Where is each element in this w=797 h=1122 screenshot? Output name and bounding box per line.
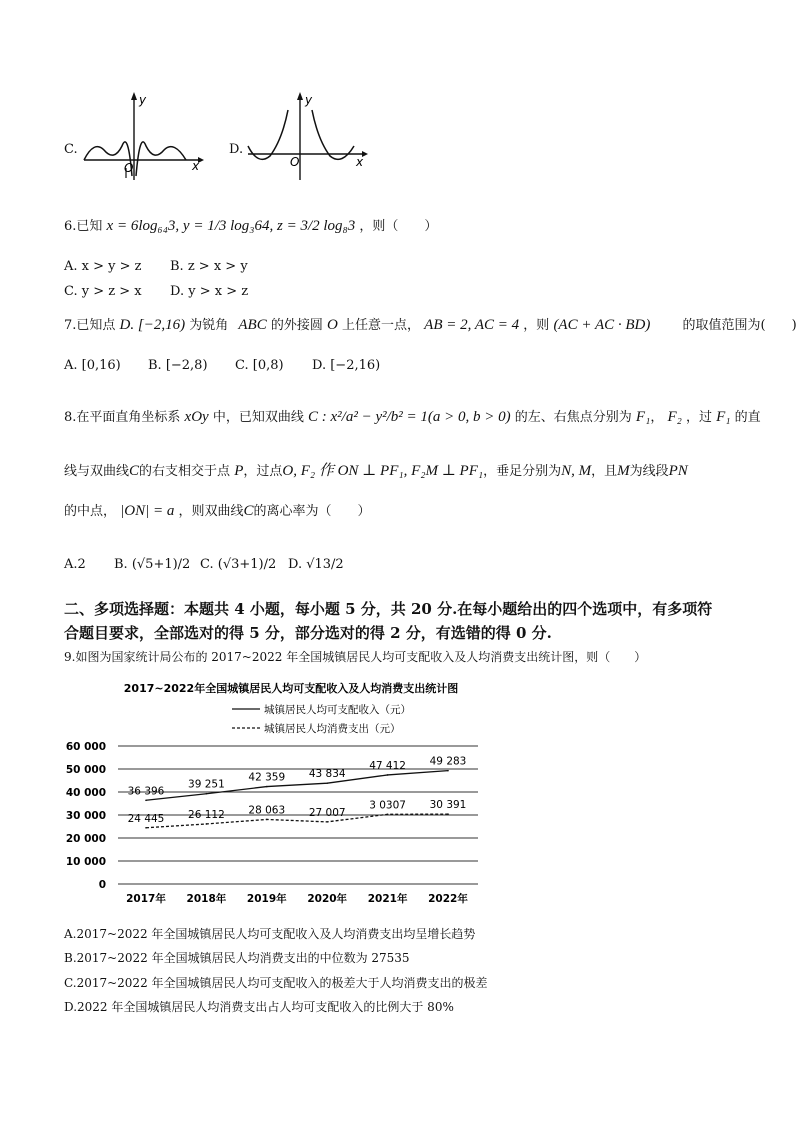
q7-text6: 的取值范围为( ) [682,318,797,333]
x-axis-label: x [192,159,200,173]
q8-line2-b: 的右支相交于点 [139,464,231,479]
q9-stem: 9.如图为国家统计局公布的 2017~2022 年全国城镇居民人均可支配收入及人均消费支出统计图，则（ ） [64,650,647,664]
point-income [387,774,389,776]
q8-line2-a: 线与双曲线 [64,464,130,479]
q9-option-a: A.2017~2022 年全国城镇居民人均可支配收入及人均消费支出均呈增长趋势 [64,927,476,941]
q7-option-c: C. [0,8) [235,358,284,373]
point-spending [387,813,389,815]
q7-point-d: D. [−2,16) [119,317,186,333]
q6-prefix: 6.已知 [64,219,103,234]
point-spending [447,813,449,815]
q8-line2-d: ，垂足分别为 [483,464,562,479]
q8-f2: F₂ [667,409,682,425]
data-label: 3 0307 [369,799,406,812]
q8-on: |ON| = a [120,503,175,519]
x-tick-label: 2020年 [307,893,348,905]
x-axis-label: x [356,155,364,169]
option-c-label: C. [64,142,78,157]
q6-expr: x = 6log₆₄3, y = 1/3 log₃64, z = 3/2 log₈3 [106,218,356,234]
q6-option-a: A. x > y > z [64,259,142,274]
q8-line3-a: 的中点， [64,504,117,519]
q8-line1-d: ，过 [685,410,712,425]
q8-line1-b: 中，已知双曲线 [212,410,304,425]
x-tick-label: 2022年 [428,893,468,905]
origin-label: O [124,161,134,175]
q8-xoy: xOy [184,409,209,425]
data-label: 42 359 [248,771,286,784]
point-spending [326,821,328,823]
data-label: 47 412 [369,759,406,772]
q7-circle-o: O [327,317,338,333]
q7-option-b: B. [−2,8) [148,358,208,373]
point-spending [206,823,208,825]
legend-label-spending: 城镇居民人均消费支出（元） [264,723,401,735]
q7-condition: AB = 2, AC = 4 [424,317,520,333]
q8-line2-e: ，且 [591,464,618,479]
y-tick-label: 30 000 [65,810,106,822]
y-tick-label: 20 000 [65,833,106,845]
legend-label-income: 城镇居民人均可支配收入（元） [264,704,411,716]
q9-chart-svg [65,676,500,912]
x-tick-label: 2021年 [367,893,408,905]
q8-pn: PN [668,463,688,479]
q8-line2-c: ，过点 [243,464,283,479]
point-spending [266,819,268,821]
q8-line2-f: 为线段 [629,464,669,479]
q7-text5: ，则 [523,318,550,333]
q8-line2: 线与双曲线C的右支相交于点 P，过点O, F₂ 作 ON ⊥ PF₁, F₂M ⊥ PF₁，垂足分别为N, M，且M为线段PN [64,463,688,479]
y-tick-label: 50 000 [65,764,106,776]
point-income [145,799,147,801]
q6-option-b: B. z > x > y [170,259,248,274]
q6-stem [64,217,437,236]
q8-line3: 的中点， |ON| = a ，则双曲线C的离心率为（ ） [64,503,371,519]
q6-option-d: D. y > x > z [170,284,249,299]
q8-nm: N, M [561,463,592,479]
q6-option-c: C. y > z > x [64,284,142,299]
y-axis-label: y [139,93,147,107]
data-label: 28 063 [248,804,286,817]
data-label: 43 834 [308,768,346,781]
x-tick-label: 2019年 [246,893,287,905]
data-label: 27 007 [308,806,346,819]
data-label: 39 251 [188,778,225,791]
q8-curve: C : x²/a² − y²/b² = 1(a > 0, b > 0) [308,409,511,425]
point-income [266,786,268,788]
y-tick-label: 0 [98,879,106,891]
section2-line2: 合题目要求，全部选对的得 5 分，部分选对的得 2 分，有选错的得 0 分. [64,624,552,642]
x-tick-label: 2018年 [186,893,227,905]
q8-line1: 8.在平面直角坐标系 xOy 中，已知双曲线 C : x²/a² − y²/b² = 1(a > 0, b > 0) 的左、右焦点分别为 F₁， F₂ ，过 F₁ 的直 [64,409,761,425]
section2-line1: 二、多项选择题：本题共 4 小题，每小题 5 分，共 20 分.在每小题给出的四个选项中，有多项符 [64,600,713,618]
q8-option-b: B. (√5+1)/2 [114,557,191,572]
q9-chart [65,676,500,912]
y-tick-label: 60 000 [65,741,106,753]
q8-line3-c: 的离心率为（ ） [253,504,371,519]
graph-c [80,90,204,182]
y-tick-label: 40 000 [65,787,106,799]
q7-text4: 上任意一点， [342,318,421,333]
point-income [206,793,208,795]
q9-option-b: B.2017~2022 年全国城镇居民人均消费支出的中位数为 27535 [64,951,410,965]
y-axis-label: y [305,93,313,107]
y-tick-label: 10 000 [65,856,106,868]
q8-line1-a: 8.在平面直角坐标系 [64,410,181,425]
q7-triangle: ABC [238,317,267,333]
point-income [447,770,449,772]
q7-text3: 的外接圆 [270,318,323,333]
q7-text1: 7.已知点 [64,318,116,333]
option-d-label: D. [229,142,244,157]
x-tick-label: 2017年 [126,893,166,905]
q7-text2: 为锐角 [189,318,229,333]
q9-option-c: C.2017~2022 年全国城镇居民人均可支配收入的极差大于人均消费支出的极差 [64,976,488,990]
q7-expression: (AC + AC · BD) [553,317,651,333]
q7-option-a: A. [0,16) [64,358,121,373]
point-income [326,782,328,784]
q8-perp: O, F₂ 作 ON ⊥ PF₁, F₂M ⊥ PF₁ [282,463,484,479]
data-label: 24 445 [127,812,165,825]
data-label: 36 396 [127,785,165,798]
q8-line3-b: ，则双曲线 [178,504,244,519]
q7-option-d: D. [−2,16) [312,358,381,373]
q6-suffix: ，则（ ） [359,219,438,234]
chart-title: 2017~2022年全国城镇居民人均可支配收入及人均消费支出统计图 [123,682,459,695]
q8-option-a: A.2 [64,557,86,572]
q8-line1-e: 的直 [734,410,761,425]
q9-option-d: D.2022 年全国城镇居民人均消费支出占人均可支配收入的比例大于 80% [64,1000,454,1014]
origin-label: O [290,155,300,169]
data-label: 30 391 [429,799,467,812]
q8-f1: F₁ [635,409,651,425]
q8-option-c: C. (√3+1)/2 [200,557,277,572]
point-spending [145,827,147,829]
data-label: 26 112 [188,808,225,821]
data-label: 49 283 [429,755,467,768]
graph-d [244,90,368,182]
q8-m: M [617,463,630,479]
q8-f1-b: F₁ [716,409,731,425]
q8-line1-c: 的左、右焦点分别为 [514,410,632,425]
q8-option-d: D. √13/2 [288,557,344,572]
q8-point-p: P [234,463,244,479]
q7-stem [64,316,797,335]
